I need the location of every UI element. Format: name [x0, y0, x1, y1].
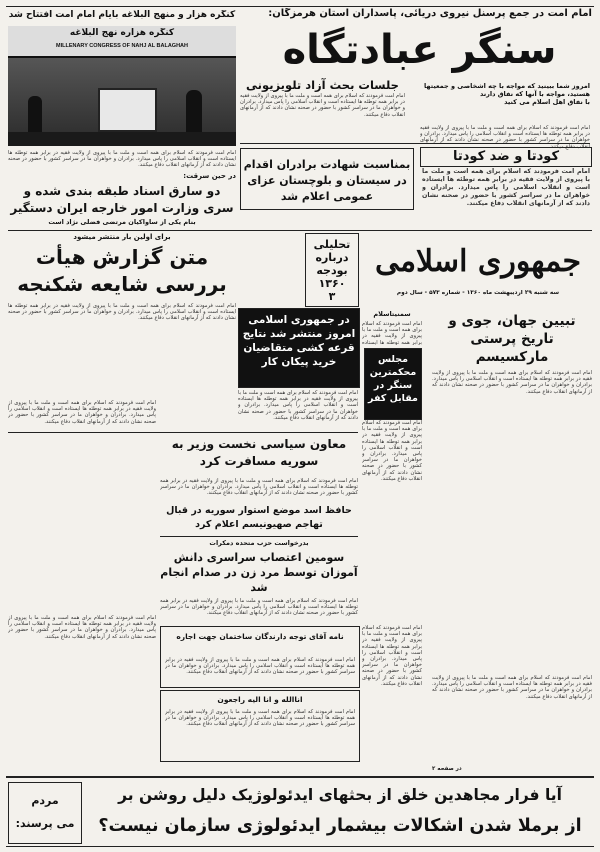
parliament-box-text: مجلس محکمترین سنگر در مقابل کفر	[368, 354, 418, 404]
martyrs-headline: بمناسبت شهادت برادران اقدام در سیستان و بلوچستان عزای عمومی اعلام شد	[243, 158, 411, 203]
small-col-body-3: امام امت فرمودند که اسلام برای همه است و ملت ما با پیروی از ولایت فقیه در برابر همه توطئه ها ایستاده است و انقلاب اسلامی را پاس میدارد. برادران و خواهران ما در سراسر کشور با حضور در صحنه نشان دادند که از آرمانهای انقلاب دفاع میکنند.	[362, 625, 422, 687]
main-kicker: امام امت در جمع پرسنل نیروی دریائی، پاسداران استان هرمزگان:	[268, 8, 592, 19]
photo-caption-headline: کنگره هزار و منهج البلاغه بایام امام امت افتتاح شد	[8, 10, 236, 20]
investigation-body: امام امت فرمودند که اسلام برای همه است و ملت ما با پیروی از ولایت فقیه در برابر همه توطئه ها ایستاده است و انقلاب اسلامی را پاس میدارد. برادران و خواهران ما در سراسر کشور با حضور در صحنه نشان دادند که از آرمانهای انقلاب دفاع میکنند.	[8, 303, 236, 322]
stage-floor	[8, 132, 236, 146]
letter-title: نامه آقای توجه دارندگان ساختمان جهت اجاره	[176, 632, 344, 641]
budget-title: تحلیلی درباره بودجه ۱۳۶۰	[313, 238, 351, 290]
condolence-body: امام امت فرمودند که اسلام برای همه است و ملت ما با پیروی از ولایت فقیه در برابر همه توطئه ها ایستاده است و انقلاب اسلامی را پاس میدارد. برادران و خواهران ما در سراسر کشور با حضور در صحنه نشان دادند که از آرمانهای انقلاب دفاع میکنند.	[165, 709, 355, 728]
small-col-title: سمنیتاسلام	[373, 310, 411, 318]
republic-box-text: در جمهوری اسلامی امروز منتشر شد نتایج قرعه کشی متقاضیان خرید پیکان کار	[242, 314, 356, 368]
budget-box	[305, 233, 359, 307]
condolence-quote: اناالله و انا الیه راجعون	[217, 695, 303, 704]
masthead	[362, 236, 594, 306]
continued-note: در صفحه ۲	[432, 766, 462, 772]
masthead-issue-line: سه شنبه ۲۹ اردیبهشت ماه ۱۳۶۰ - شماره ۵۷۳ - سال دوم	[396, 290, 560, 296]
investigation-headline: متن گزارش هیأت بررسی شایعه شکنجه	[17, 245, 227, 296]
left-col-body: امام امت فرمودند که اسلام برای همه است و ملت ما با پیروی از ولایت فقیه در برابر همه توطئه ها ایستاده است و انقلاب اسلامی را پاس میدارد. برادران و خواهران ما در سراسر کشور با حضور در صحنه نشان دادند که از آرمانهای انقلاب دفاع میکنند.	[8, 400, 156, 425]
photo-body: امام امت فرمودند که اسلام برای همه است و ملت ما با پیروی از ولایت فقیه در برابر همه توطئه ها ایستاده است و انقلاب اسلامی را پاس میدارد. برادران و خواهران ما در سراسر کشور با حضور در صحنه نشان دادند که از آرمانهای انقلاب دفاع میکنند.	[8, 150, 236, 169]
small-col-body: امام امت فرمودند که اسلام برای همه است و ملت ما با پیروی از ولایت فقیه در برابر همه توطئه ها ایستاده	[362, 321, 422, 345]
tabyin-headline: تبیین جهان، جوی و تاریخ پرستی مارکسیسم	[448, 313, 576, 365]
congress-photo	[8, 26, 236, 146]
theft-byline: بنام یکی از ساواکیان مرتضی فضلی نژاد است	[48, 218, 196, 226]
people-ask-box	[8, 782, 82, 844]
coup-box	[420, 147, 592, 167]
coup-body: امام امت فرمودند که اسلام برای همه است و ملت ما با پیروی از ولایت فقیه در برابر همه توطئه ها ایستاده است و انقلاب اسلامی را پاس میدارد. برادران و خواهران ما در سراسر کشور با حضور در صحنه نشان دادند که از آرمانهای انقلاب دفاع میکنند.	[422, 168, 590, 207]
small-col-body-2: امام امت فرمودند که اسلام برای همه است و ملت ما با پیروی از ولایت فقیه در برابر همه توطئه ها ایستاده است و انقلاب اسلامی را پاس میدارد. برادران و خواهران ما در سراسر کشور با حضور در صحنه نشان دادند که از آرمانهای انقلاب دفاع میکنند.	[362, 420, 422, 482]
people-label: مردم	[31, 794, 59, 807]
invasion-body: امام امت فرمودند که اسلام برای همه است و ملت ما با پیروی از ولایت فقیه در برابر همه توطئه ها ایستاده است و انقلاب اسلامی را پاس میدارد. برادران و خواهران ما در سراسر کشور با حضور در صحنه نشان دادند که از آرمانهای انقلاب دفاع میکنند.	[160, 598, 358, 617]
letter-body: امام امت فرمودند که اسلام برای همه است و ملت ما با پیروی از ولایت فقیه در برابر همه توطئه ها ایستاده است و انقلاب اسلامی را پاس میدارد. برادران و خواهران ما در سراسر کشور با حضور در صحنه نشان دادند که از آرمانهای انقلاب دفاع میکنند.	[165, 657, 355, 676]
investigation-kicker: برای اولین بار منتشر میشود	[73, 233, 171, 241]
theft-headline: دو سارق اسناد طبقه بندی شده و سری وزارت امور خارجه ایران دستگیر	[10, 184, 234, 215]
frame-bottom	[6, 846, 594, 847]
bottom-headline-1: آیا فرار مجاهدین خلق از بحثهای ایدئولوژیک دلیل روشن بر	[118, 786, 562, 804]
rule-4	[160, 536, 358, 537]
bullet-1: امروز شما ببینید که مواجه با چه اشخاصی و جمعیتها هستید، مواجه با آنها که نفاق دارند	[423, 82, 590, 98]
syria-sub: حافظ اسد موضع استوار سوریه در قبال تهاجم صهیونیسم اعلام کرد	[166, 505, 352, 530]
republic-body: امام امت فرمودند که اسلام برای همه است و ملت ما با پیروی از ولایت فقیه در برابر همه توطئه ها ایستاده است و انقلاب اسلامی را پاس میدارد. برادران و خواهران ما در سراسر کشور با حضور در صحنه نشان دادند که از آرمانهای انقلاب دفاع میکنند.	[238, 390, 358, 421]
budget-number: ۳	[328, 290, 336, 303]
letter-box	[160, 626, 360, 688]
figure-right	[186, 90, 202, 136]
frame-top	[6, 6, 594, 7]
tabyin-body-2: امام امت فرمودند که اسلام برای همه است و ملت ما با پیروی از ولایت فقیه در برابر همه توطئه ها ایستاده است و انقلاب اسلامی را پاس میدارد. برادران و خواهران ما در سراسر کشور با حضور در صحنه نشان دادند که از آرمانهای انقلاب دفاع میکنند.	[432, 675, 592, 700]
tv-debate-headline: جلسات بحث آزاد تلویزیونی	[246, 78, 399, 92]
tv-debate-body: امام امت فرمودند که اسلام برای همه است و ملت ما با پیروی از ولایت فقیه در برابر همه توطئه ها ایستاده است و انقلاب اسلامی را پاس میدارد. برادران و خواهران ما در سراسر کشور با حضور در صحنه نشان دادند که از آرمانهای انقلاب دفاع میکنند.	[240, 93, 405, 118]
main-body-a: امام امت فرمودند که اسلام برای همه است و ملت ما با پیروی از ولایت فقیه در برابر همه توطئه ها ایستاده است و انقلاب اسلامی را پاس میدارد. برادران و خواهران ما در سراسر کشور با حضور در صحنه نشان دادند که از آرمانهای انقلاب دفاع میکنند.	[420, 125, 590, 150]
banner-text-en: MILLENARY CONGRESS OF NAHJ AL BALAGHAH	[55, 43, 188, 49]
martyrs-box	[240, 148, 414, 210]
banner-text: کنگره هزاره نهج البلاغه	[69, 28, 175, 38]
parliament-box	[364, 348, 422, 420]
ask-label: می پرسند:	[15, 817, 75, 830]
figure-left	[28, 96, 42, 136]
main-headline: سنگر عبادتگاه	[282, 27, 557, 73]
left-col-body-2: امام امت فرمودند که اسلام برای همه است و ملت ما با پیروی از ولایت فقیه در برابر همه توطئه ها ایستاده است و انقلاب اسلامی را پاس میدارد. برادران و خواهران ما در سراسر کشور با حضور در صحنه نشان دادند که از آرمانهای انقلاب دفاع میکنند.	[8, 615, 156, 640]
syria-body: امام امت فرمودند که اسلام برای همه است و ملت ما با پیروی از ولایت فقیه در برابر همه توطئه ها ایستاده است و انقلاب اسلامی را پاس میدارد. برادران و خواهران ما در سراسر کشور با حضور در صحنه نشان دادند که از آرمانهای انقلاب دفاع میکنند.	[160, 478, 358, 497]
rule-bottom	[6, 776, 594, 778]
bullet-2: با نفاق اهل اسلام می کنید	[504, 98, 590, 106]
theft-kicker: در حین سرقت:	[183, 172, 236, 180]
invasion-kicker: بدرخواست حزب متحده دمکرات	[209, 539, 309, 547]
syria-headline: معاون سیاسی نخست وزیر به سوریه مسافرت کرد	[171, 437, 347, 468]
rule-1	[240, 143, 590, 144]
rule-2	[8, 230, 592, 231]
masthead-logo: جمهوری اسلامی	[374, 244, 582, 279]
calligraphy-panel	[98, 88, 157, 132]
tabyin-body: امام امت فرمودند که اسلام برای همه است و ملت ما با پیروی از ولایت فقیه در برابر همه توطئه ها ایستاده است و انقلاب اسلامی را پاس میدارد. برادران و خواهران ما در سراسر کشور با حضور در صحنه نشان دادند که از آرمانهای انقلاب دفاع میکنند.	[432, 370, 592, 395]
coup-title: کودتا و ضد کودتا	[452, 149, 560, 164]
bottom-headline-2: از برملا شدن اشکالات بیشمار ایدئولوژی سازمان نیست؟	[98, 816, 582, 836]
condolence-box	[160, 690, 360, 762]
republic-box	[238, 308, 360, 388]
invasion-headline: سومین اعتصاب سراسری دانش آموزان توسط مرد زن در صدام انجام شد	[160, 551, 358, 594]
